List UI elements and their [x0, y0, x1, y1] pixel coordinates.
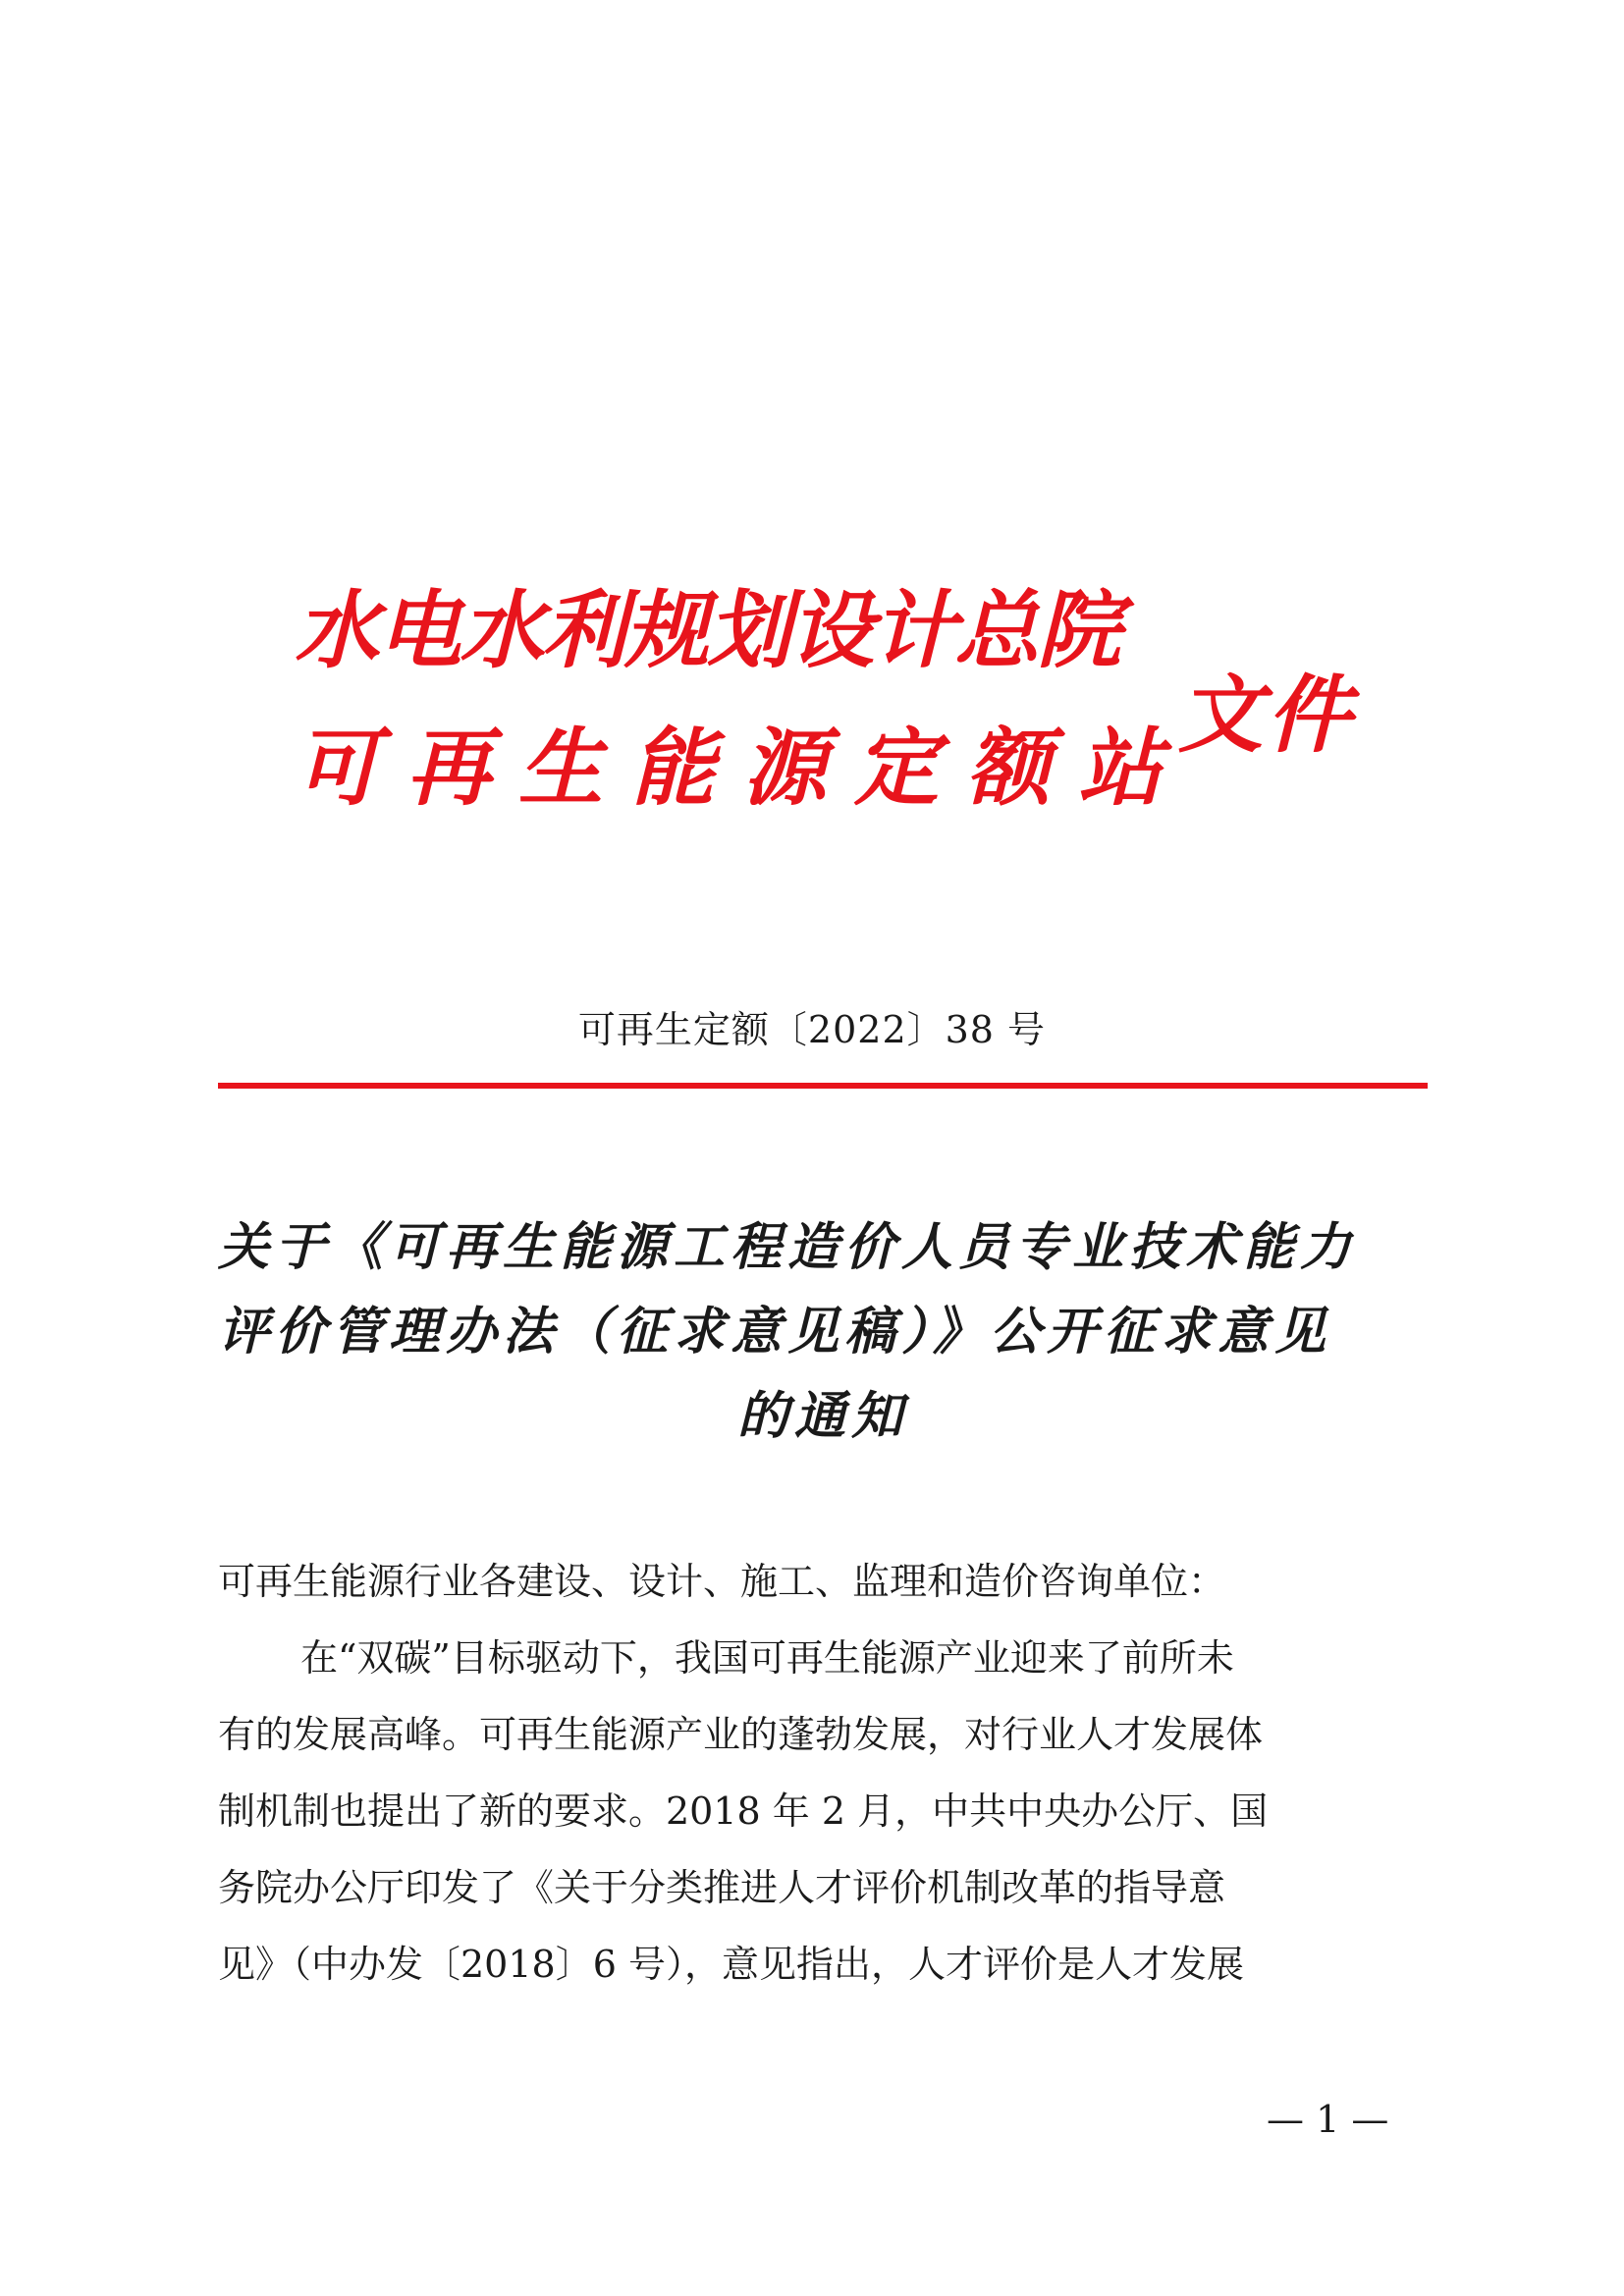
title-line: 的通知 — [736, 1386, 908, 1446]
body-line: 在“双碳”目标驱动下，我国可再生能源产业迎来了前所未 — [300, 1636, 1234, 1680]
title-line: 评价管理办法（征求意见稿）》公开征求意见 — [218, 1302, 1332, 1362]
title-line: 关于《可再生能源工程造价人员专业技术能力 — [218, 1217, 1358, 1277]
body-line: 制机制也提出了新的要求。2018 年 2 月，中共中央办公厅、国 — [218, 1789, 1269, 1833]
addressee: 可再生能源行业各建设、设计、施工、监理和造价咨询单位： — [218, 1560, 1226, 1603]
masthead-suffix: 文件 — [1178, 666, 1355, 765]
document-title — [218, 1205, 1428, 1459]
body-line: 见》（中办发〔2018〕6 号），意见指出，人才评价是人才发展 — [218, 1943, 1244, 1986]
masthead-org-line-2: 可再生能源定额站 — [295, 719, 1190, 818]
red-divider-line — [218, 1083, 1428, 1089]
masthead-org-line-1: 水电水利规划设计总院 — [295, 581, 1119, 680]
red-masthead — [295, 579, 1355, 874]
document-number: 可再生定额〔2022〕38 号 — [577, 1008, 1047, 1051]
body-line: 务院办公厅印发了《关于分类推进人才评价机制改革的指导意 — [218, 1866, 1226, 1909]
document-body — [218, 1543, 1428, 2002]
body-line: 有的发展高峰。可再生能源产业的蓬勃发展，对行业人才发展体 — [218, 1713, 1264, 1756]
page-number: — 1 — — [1267, 2098, 1389, 2141]
